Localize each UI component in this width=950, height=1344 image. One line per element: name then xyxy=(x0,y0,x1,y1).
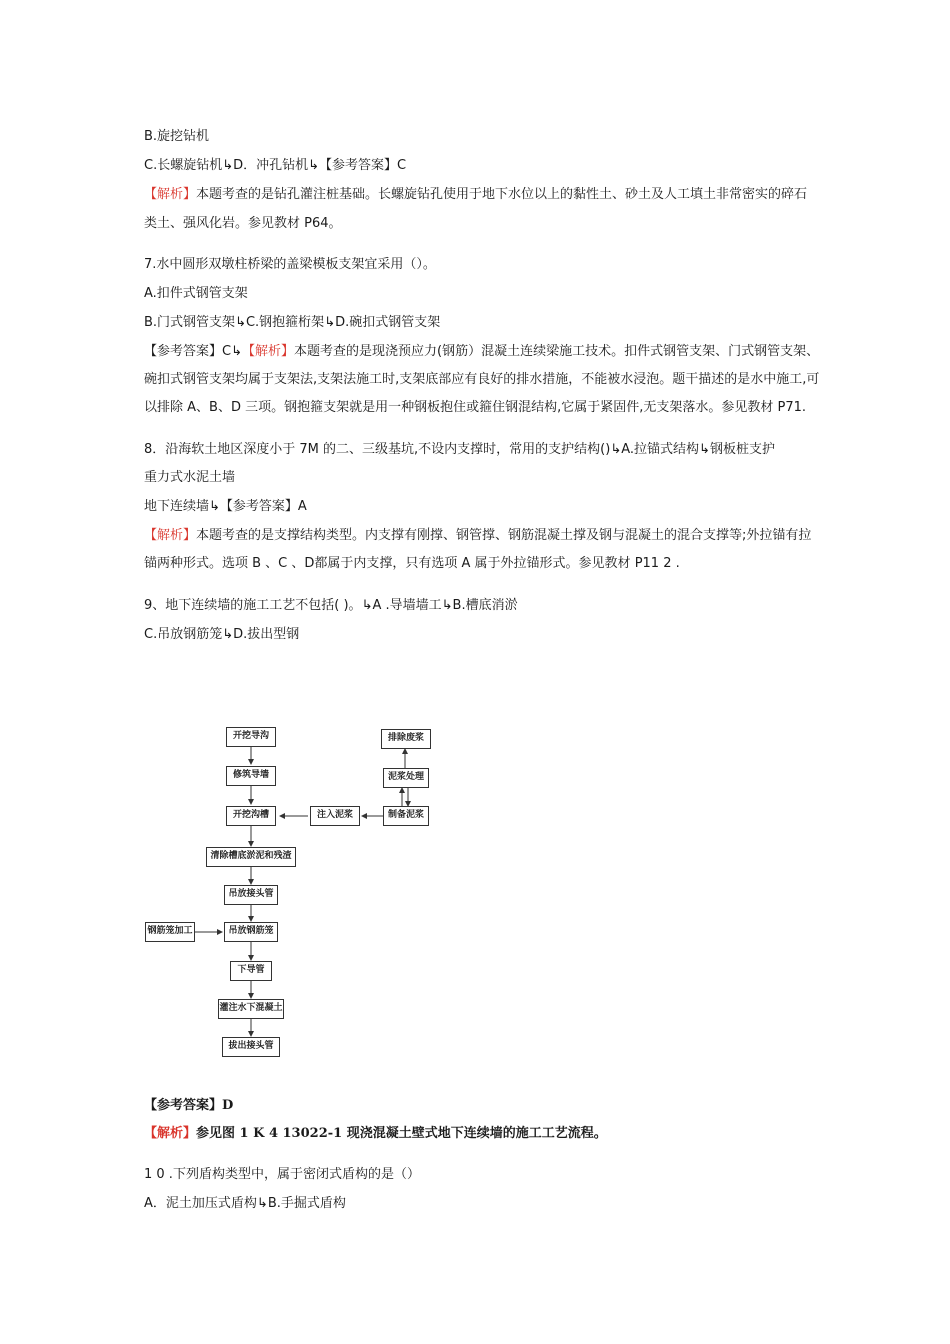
flow-box-place-joint-pipe: 吊放接头管 xyxy=(224,885,278,905)
analysis-text: 以排除 A、B、D 三项。钢抱箍支架就是用一种钢板抱住或箍住钢混结构,它属于紧固件,无支架落水。参见教材 P71. xyxy=(144,400,806,415)
flow-box-rebar-cage-fabrication: 钢筋笼加工 xyxy=(145,922,195,942)
answer-text: 【参考答案】C xyxy=(319,158,407,173)
analysis-line xyxy=(144,399,810,417)
option-line xyxy=(144,498,810,516)
option-text: 重力式水泥土墙 xyxy=(144,470,236,485)
option-text: C.吊放钢筋笼 xyxy=(144,627,223,642)
flow-box-clear-sludge: 清除槽底淤泥和残渣 xyxy=(206,847,296,867)
separator-icon: ↳ xyxy=(256,1196,268,1211)
separator-icon: ↳ xyxy=(235,315,246,330)
flow-box-treat-slurry: 泥浆处理 xyxy=(383,768,429,788)
analysis-line xyxy=(144,527,810,545)
option-text: D．冲孔钻机 xyxy=(233,158,309,173)
analysis-label: 【解析】 xyxy=(144,1126,197,1141)
option-line xyxy=(144,128,810,146)
analysis-line xyxy=(144,371,820,389)
option-text: A .导墙墙工 xyxy=(372,598,442,613)
separator-icon: ↳ xyxy=(361,598,373,613)
flow-box-lower-pipe: 下导管 xyxy=(230,961,272,981)
flow-box-inject-slurry: 注入泥浆 xyxy=(310,806,360,826)
analysis-label: 【解析】 xyxy=(144,187,197,202)
flow-box-place-rebar-cage: 吊放钢筋笼 xyxy=(224,922,278,942)
analysis-text: 锚两种形式。选项 B 、C 、D都属于内支撑，只有选项 A 属于外拉锚形式。参见教材 P11 2 . xyxy=(144,556,680,571)
question-text: 7.水中圆形双墩柱桥梁的盖梁模板支架宜采用（）。 xyxy=(144,257,436,272)
option-text: C.长螺旋钻机 xyxy=(144,158,223,173)
option-text: B.门式钢管支架 xyxy=(144,315,236,330)
analysis-line xyxy=(144,186,810,204)
analysis-text: 参见图 1 K 4 13022-1 现浇混凝土壁式地下连续墙的施工工艺流程。 xyxy=(196,1126,607,1141)
option-text: A．泥土加压式盾构 xyxy=(144,1196,257,1211)
question-line xyxy=(144,597,810,615)
option-text: D.碗扣式钢管支架 xyxy=(335,315,441,330)
flow-box-dig-trench: 开挖沟槽 xyxy=(226,806,276,826)
analysis-text: 本题考查的是钻孔灌注桩基础。长螺旋钻孔使用于地下水位以上的黏性土、砂土及人工填土非常密实的碎石 xyxy=(196,187,808,202)
flow-box-build-guide-wall: 修筑导墙 xyxy=(226,766,276,786)
flow-box-pour-concrete: 灌注水下混凝土 xyxy=(218,999,284,1019)
option-text: 地下连续墙 xyxy=(144,499,210,514)
analysis-text: 本题考查的是支撑结构类型。内支撑有刚撑、钢管撑、钢筋混凝土撑及钢与混凝土的混合支撑等;外拉锚有拉 xyxy=(196,528,812,543)
separator-icon: ↳ xyxy=(209,499,220,514)
separator-icon: ↳ xyxy=(308,158,320,173)
analysis-line xyxy=(144,1125,810,1143)
answer-line xyxy=(144,1097,810,1115)
analysis-line xyxy=(144,343,820,361)
analysis-label: 【解析】 xyxy=(241,344,294,359)
flow-box-discharge-waste: 排除废浆 xyxy=(381,729,431,749)
separator-icon: ↳ xyxy=(222,627,234,642)
separator-icon: ↳ xyxy=(610,442,622,457)
flow-box-dig-guide-trench: 开挖导沟 xyxy=(226,727,276,747)
question-line xyxy=(144,1166,810,1184)
question-text: 9、地下连续墙的施工工艺不包括( )。 xyxy=(144,598,362,613)
option-text: 钢板桩支护 xyxy=(709,442,775,457)
separator-icon: ↳ xyxy=(222,158,234,173)
option-text: D.拔出型钢 xyxy=(233,627,300,642)
option-text: A.拉锚式结构 xyxy=(621,442,700,457)
option-text: B.槽底消淤 xyxy=(452,598,518,613)
flow-box-pull-joint-pipe: 拔出接头管 xyxy=(222,1037,280,1057)
option-line xyxy=(144,1195,810,1213)
option-line xyxy=(144,469,810,487)
question-text: 1 0 .下列盾构类型中，属于密闭式盾构的是（） xyxy=(144,1167,420,1182)
separator-icon: ↳ xyxy=(231,344,242,359)
construction-flowchart xyxy=(140,718,440,1063)
separator-icon: ↳ xyxy=(324,315,336,330)
flow-box-prepare-slurry: 制备泥浆 xyxy=(383,806,429,826)
option-line xyxy=(144,157,810,175)
question-line xyxy=(144,256,810,274)
question-line xyxy=(144,441,810,459)
analysis-text: 类土、强风化岩。参见教材 P64。 xyxy=(144,216,342,231)
analysis-line xyxy=(144,555,810,573)
option-text: A.扣件式钢管支架 xyxy=(144,286,248,301)
analysis-label: 【解析】 xyxy=(144,528,197,543)
analysis-line xyxy=(144,215,810,233)
option-line xyxy=(144,626,810,644)
option-line xyxy=(144,285,810,303)
answer-text: 【参考答案】A xyxy=(219,499,307,514)
answer-text: 【参考答案】D xyxy=(144,1098,234,1113)
option-line xyxy=(144,314,810,332)
question-text: 8．沿海软土地区深度小于 7M 的二、三级基坑,不设内支撑时，常用的支护结构() xyxy=(144,442,611,457)
separator-icon: ↳ xyxy=(441,598,453,613)
analysis-text: 碗扣式钢管支架均属于支架法,支架法施工时,支架底部应有良好的排水措施，不能被水浸泡。题干描述的是水中施工,可 xyxy=(144,372,820,387)
analysis-text: 本题考查的是现浇预应力(钢筋）混凝土连续梁施工技术。扣件式钢管支架、门式钢管支架、 xyxy=(294,344,820,359)
answer-text: 【参考答案】C xyxy=(144,344,232,359)
separator-icon: ↳ xyxy=(699,442,710,457)
option-text: C.钢抱箍桁架 xyxy=(245,315,325,330)
option-text: B.旋挖钻机 xyxy=(144,129,210,144)
option-text: B.手掘式盾构 xyxy=(267,1196,346,1211)
